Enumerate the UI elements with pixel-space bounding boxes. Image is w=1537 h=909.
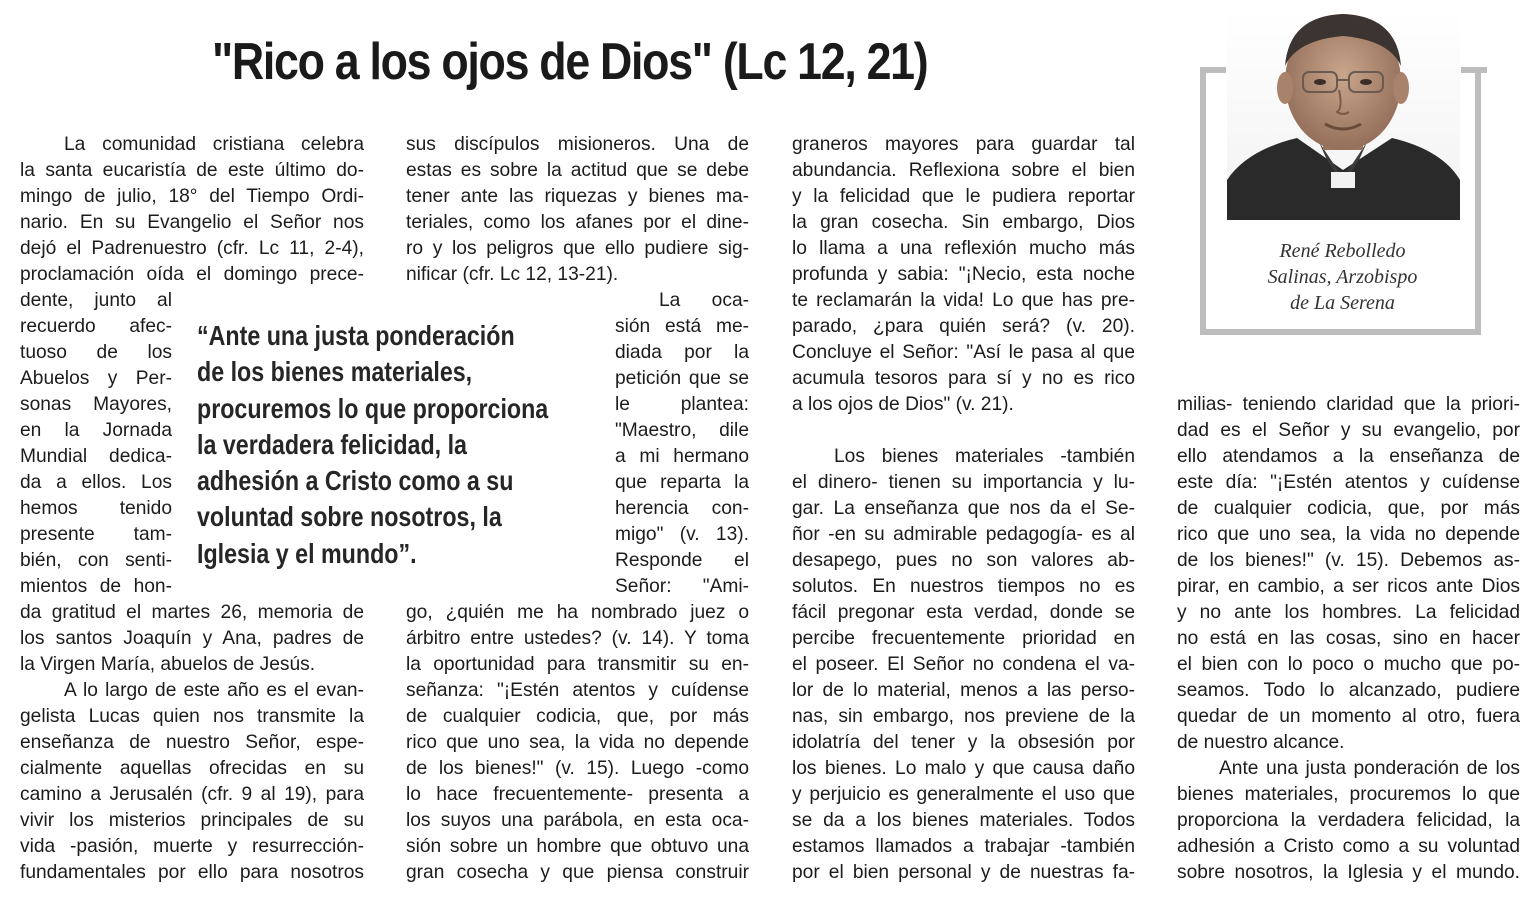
text-line: Señor: "Ami-: [615, 576, 749, 597]
text-line: vivir los misterios principales de su: [20, 810, 364, 831]
text-line: de cualquier codicia, que, por más: [406, 706, 749, 727]
text-line: idolatría del tener y la obsesión por: [792, 732, 1135, 753]
text-line: dad es el Señor y su evangelio, por: [1177, 420, 1520, 441]
pull-quote-line: adhesión a Cristo como a su: [197, 465, 514, 497]
text-line: sobre nosotros, la Iglesia y el mundo.: [1177, 862, 1520, 883]
text-line: estas es sobre la actitud que se debe: [406, 160, 749, 181]
text-line: "Maestro, dile: [615, 420, 749, 441]
pull-quote-line: procuremos lo que proporciona: [197, 392, 549, 424]
text-line: adhesión a Cristo como a su voluntad: [1177, 836, 1520, 857]
text-line: y perjuicio es generalmente el uso que: [792, 784, 1135, 805]
text-line: da gratitud el martes 26, memoria de: [20, 602, 364, 623]
text-line: la gran cosecha. Sin embargo, Dios: [792, 212, 1135, 233]
text-line: de nuestro alcance.: [1177, 732, 1345, 753]
text-line: Responde el: [615, 550, 749, 571]
author-caption: [1215, 238, 1470, 316]
text-line: rico que uno sea, la vida no depende: [1177, 524, 1520, 545]
pull-quote-line: “Ante una justa ponderación: [197, 320, 515, 351]
text-line: petición que se: [615, 368, 749, 389]
text-line: hemos tenido: [20, 498, 172, 519]
author-portrait-icon: [1227, 10, 1460, 220]
text-line: diada por la: [615, 342, 749, 363]
text-line: el poseer. El Señor no condena el va-: [792, 654, 1135, 675]
text-line: milias- teniendo claridad que la priori-: [1177, 394, 1520, 415]
text-line: percibe frecuentemente prioridad en: [792, 628, 1135, 649]
text-line: La comunidad cristiana celebra: [64, 134, 364, 155]
text-line: seamos. Todo lo alcanzado, pudiere: [1177, 680, 1520, 701]
text-line: lo llama a una reflexión mucho más: [792, 238, 1135, 259]
text-line: nas, sin embargo, nos previene de la: [792, 706, 1135, 727]
text-line: rico que uno sea, la vida no depende: [406, 732, 749, 753]
text-line: proporciona la verdadera felicidad, la: [1177, 810, 1520, 831]
text-line: se da a los bienes materiales. Todos: [792, 810, 1135, 831]
text-line: enseñanza de nuestro Señor, espe-: [20, 732, 364, 753]
text-line: nario. En su Evangelio el Señor nos: [20, 212, 364, 233]
text-line: bienes materiales, procuremos lo que: [1177, 784, 1520, 805]
text-line: A lo largo de este año es el evan-: [64, 680, 364, 701]
text-line: a los ojos de Dios" (v. 21).: [792, 394, 1014, 415]
text-line: gelista Lucas quien nos transmite la: [20, 706, 364, 727]
text-line: profunda y sabia: "¡Necio, esta noche: [792, 264, 1135, 285]
text-line: desapego, pues no son valores ab-: [792, 550, 1135, 571]
text-line: solutos. En nuestros tiempos no es: [792, 576, 1135, 597]
author-caption-line: Salinas, Arzobispo: [1267, 266, 1418, 288]
pull-quote-line: Iglesia y el mundo”.: [197, 537, 417, 569]
pull-quote-line: voluntad sobre nosotros, la: [197, 501, 502, 533]
text-line: que reparta la: [615, 472, 749, 493]
text-line: sus discípulos misioneros. Una de: [406, 134, 749, 155]
text-line: el bien con lo poco o mucho que po-: [1177, 654, 1520, 675]
text-line: los suyos una parábola, en esta oca-: [406, 810, 749, 831]
text-line: acumula tesoros para sí y no es rico: [792, 368, 1135, 389]
text-line: teriales, como los afanes por el dine-: [406, 212, 749, 233]
text-line: dente, junto al: [20, 290, 172, 311]
text-line: cialmente aquellas ofrecidas en su: [20, 758, 364, 779]
pull-quote: [197, 318, 597, 572]
text-line: le plantea:: [615, 394, 749, 415]
text-line: te reclamarán la vida! Lo que has pre-: [792, 290, 1135, 311]
text-line: señanza: "¡Estén atentos y cuídense: [406, 680, 749, 701]
text-line: vida -pasión, muerte y resurrección-: [20, 836, 364, 857]
text-line: sonas Mayores,: [20, 394, 172, 415]
text-line: pirar, en cambio, a ser ricos ante Dios: [1177, 576, 1520, 597]
author-caption-line: de La Serena: [1290, 292, 1395, 314]
text-line: el dinero- tienen su importancia y lu-: [792, 472, 1135, 493]
text-line: nificar (cfr. Lc 12, 13-21).: [406, 264, 619, 285]
article-title: "Rico a los ojos de Dios" (Lc 12, 21): [212, 33, 928, 91]
text-line: no está en las cosas, sino en hacer: [1177, 628, 1520, 649]
text-line: ello atendamos a la enseñanza de: [1177, 446, 1520, 467]
text-line: de cualquier codicia, que, por más: [1177, 498, 1520, 519]
text-line: estamos llamados a trabajar -también: [792, 836, 1135, 857]
text-line: herencia con-: [615, 498, 749, 519]
text-line: mingo de julio, 18° del Tiempo Ordi-: [20, 186, 364, 207]
text-line: fundamentales por ello para nosotros: [20, 862, 364, 883]
text-line: tuoso de los: [20, 342, 172, 363]
text-line: abundancia. Reflexiona sobre el bien: [792, 160, 1135, 181]
text-line: presente tam-: [20, 524, 172, 545]
text-line: Ante una justa ponderación de los: [1219, 758, 1520, 779]
text-line: la Virgen María, abuelos de Jesús.: [20, 654, 316, 675]
text-line: ñor -en su admirable pedagogía- es al: [792, 524, 1135, 545]
text-line: árbitro entre ustedes? (v. 14). Y toma: [406, 628, 749, 649]
text-line: por el bien personal y de nuestras fa-: [792, 862, 1135, 883]
text-line: la oportunidad para transmitir su en-: [406, 654, 749, 675]
pull-quote-line: la verdadera felicidad, la: [197, 428, 467, 460]
author-caption-line: René Rebolledo: [1279, 240, 1406, 262]
text-line: La oca-: [659, 290, 749, 311]
text-line: los bienes. Lo malo y que causa daño: [792, 758, 1135, 779]
text-line: en la Jornada: [20, 420, 172, 441]
text-line: quedar de un momento al otro, fuera: [1177, 706, 1520, 727]
text-line: camino a Jerusalén (cfr. 9 al 19), para: [20, 784, 364, 805]
text-line: sión está me-: [615, 316, 749, 337]
text-line: y la felicidad que le pudiera reportar: [792, 186, 1135, 207]
text-line: recuerdo afec-: [20, 316, 172, 337]
text-line: Mundial dedica-: [20, 446, 172, 467]
text-line: proclamación oída el domingo prece-: [20, 264, 364, 285]
text-line: los santos Joaquín y Ana, padres de: [20, 628, 364, 649]
text-line: fácil pregonar esta verdad, donde se: [792, 602, 1135, 623]
text-line: da a ellos. Los: [20, 472, 172, 493]
text-line: mientos de hon-: [20, 576, 172, 597]
text-line: y no ante los hombres. La felicidad: [1177, 602, 1520, 623]
text-line: de los bienes!" (v. 15). Luego -como: [406, 758, 749, 779]
text-line: graneros mayores para guardar tal: [792, 134, 1135, 155]
text-line: bién, con senti-: [20, 550, 172, 571]
text-line: gar. La enseñanza que nos da el Se-: [792, 498, 1135, 519]
text-line: lo hace frecuentemente- presenta a: [406, 784, 749, 805]
text-line: dejó el Padrenuestro (cfr. Lc 11, 2-4),: [20, 238, 364, 259]
text-line: a mi hermano: [615, 446, 749, 467]
pull-quote-line: de los bienes materiales,: [197, 356, 473, 388]
text-line: go, ¿quién me ha nombrado juez o: [406, 602, 749, 623]
text-line: sión sobre un hombre que obtuvo una: [406, 836, 749, 857]
text-line: Abuelos y Per-: [20, 368, 172, 389]
text-line: tener ante las riquezas y bienes ma-: [406, 186, 749, 207]
text-line: Concluye el Señor: "Así le pasa al que: [792, 342, 1135, 363]
text-line: parado, ¿para quién será? (v. 20).: [792, 316, 1135, 337]
text-line: gran cosecha y que piensa construir: [406, 862, 749, 883]
text-line: la santa eucaristía de este último do-: [20, 160, 364, 181]
text-line: de los bienes!" (v. 15). Debemos as-: [1177, 550, 1520, 571]
text-line: migo" (v. 13).: [615, 524, 749, 545]
text-line: Los bienes materiales -también: [834, 446, 1135, 467]
text-line: lor de lo material, menos a las perso-: [792, 680, 1135, 701]
text-line: ro y los peligros que ello pudiere sig-: [406, 238, 749, 259]
text-line: este día: "¡Estén atentos y cuídense: [1177, 472, 1520, 493]
